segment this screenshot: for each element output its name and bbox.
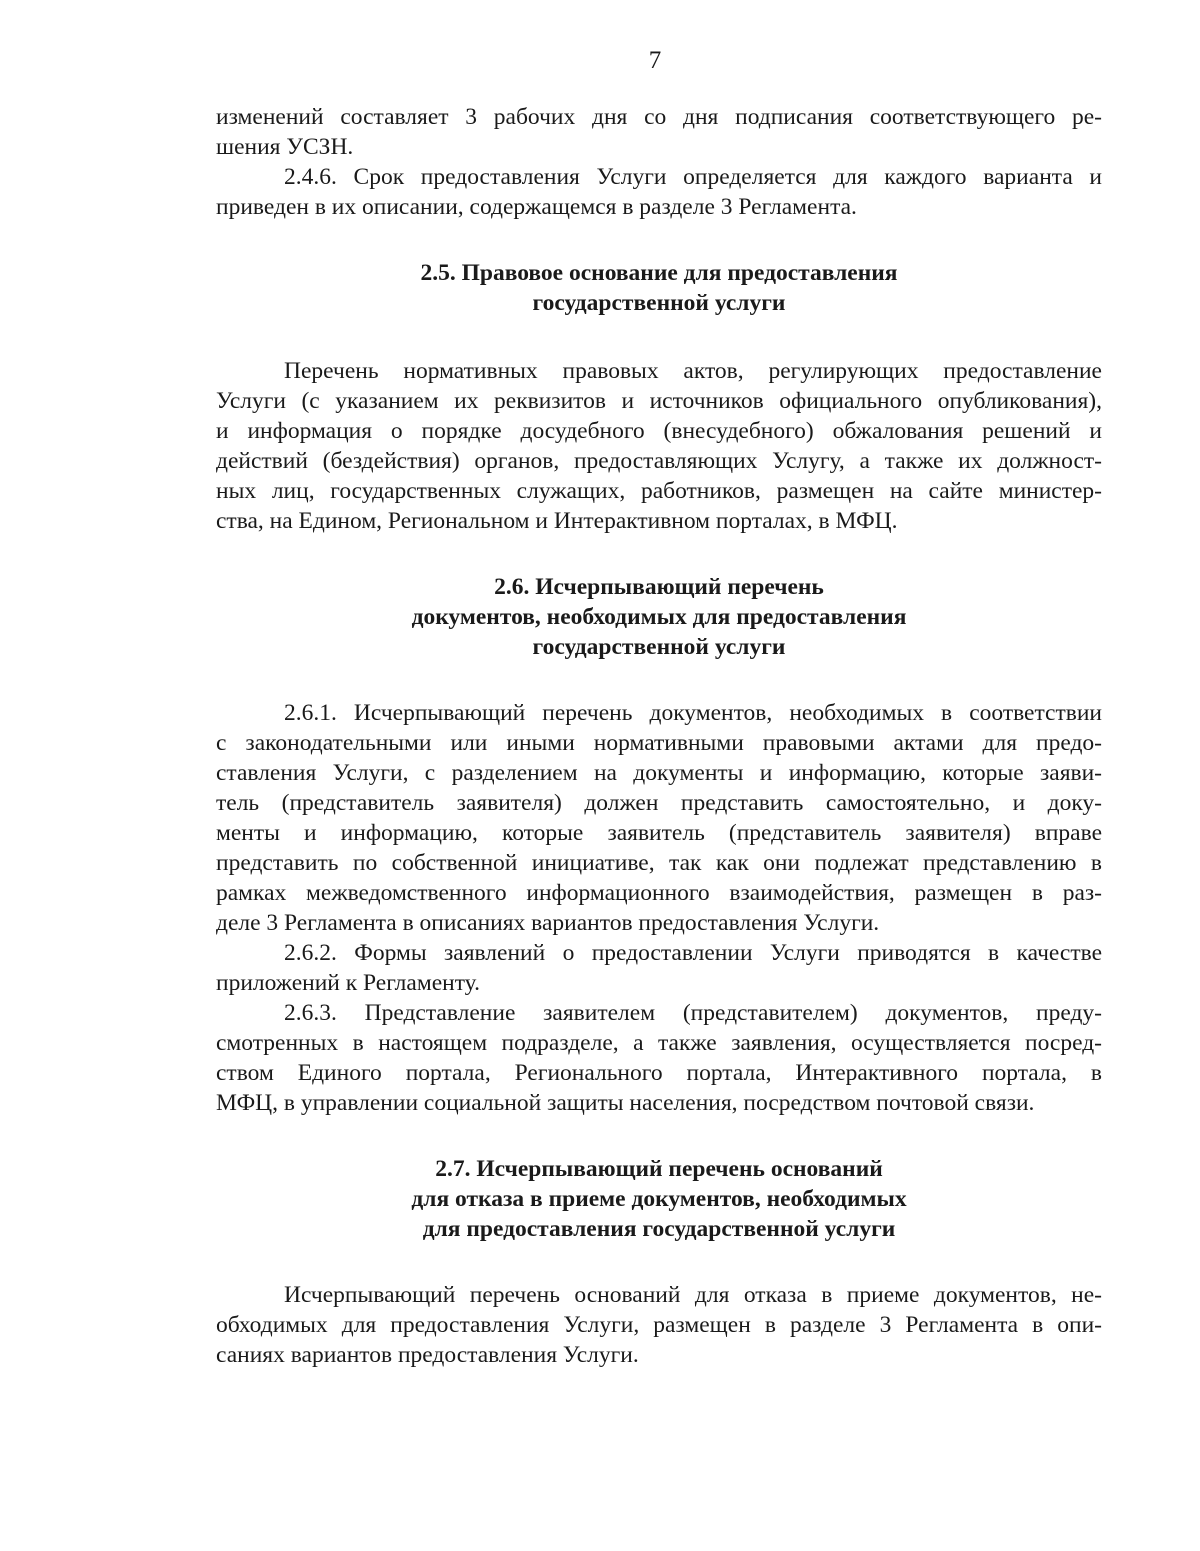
heading-line: для отказа в приеме документов, необходимых [411, 1186, 907, 1212]
heading-line: 2.6. Исчерпывающий перечень [494, 574, 824, 600]
text-line: смотренных в настоящем подразделе, а также заявления, осуществляется посред- [216, 1030, 1102, 1056]
paragraph-2-5 [216, 356, 1102, 536]
heading-line: государственной услуги [532, 634, 786, 660]
text-line: деле 3 Регламента в описаниях вариантов предоставления Услуги. [216, 910, 880, 936]
text-line: Исчерпывающий перечень оснований для отказа в приеме документов, не- [284, 1282, 1102, 1308]
paragraph-2-7 [216, 1280, 1102, 1370]
page-number: 7 [648, 47, 662, 74]
text-line: рамках межведомственного информационного взаимодействия, размещен в раз- [216, 880, 1102, 906]
section-2-5-heading [216, 258, 1102, 318]
text-line: действий (бездействия) органов, предоставляющих Услугу, а также их должност- [216, 448, 1102, 474]
paragraph-2-6-2 [216, 938, 1102, 998]
text-line: менты и информацию, которые заявитель (представитель заявителя) вправе [216, 820, 1102, 846]
text-line: шения УСЗН. [216, 134, 354, 160]
text-line: Услуги (с указанием их реквизитов и источников официального опубликования), [216, 388, 1102, 414]
text-line: изменений составляет 3 рабочих дня со дня подписания соответствующего ре- [216, 104, 1102, 130]
text-line: тель (представитель заявителя) должен представить самостоятельно, и доку- [216, 790, 1102, 816]
text-line: приведен в их описании, содержащемся в разделе 3 Регламента. [216, 194, 857, 220]
text-line: 2.4.6. Срок предоставления Услуги определяется для каждого варианта и [284, 164, 1102, 190]
paragraph-intro-1 [216, 102, 1102, 162]
text-line: ных лиц, государственных служащих, работников, размещен на сайте министер- [216, 478, 1102, 504]
text-line: 2.6.2. Формы заявлений о предоставлении Услуги приводятся в качестве [284, 940, 1102, 966]
document-body [216, 102, 1102, 1370]
paragraph-2-6-1 [216, 698, 1102, 938]
heading-line: документов, необходимых для предоставления [411, 604, 907, 630]
text-line: 2.6.3. Представление заявителем (представителем) документов, преду- [284, 1000, 1102, 1026]
text-line: Перечень нормативных правовых актов, регулирующих предоставление [284, 358, 1102, 384]
text-line: с законодательными или иными нормативными правовыми актами для предо- [216, 730, 1102, 756]
text-line: ставления Услуги, с разделением на документы и информацию, которые заяви- [216, 760, 1102, 786]
heading-line: государственной услуги [532, 290, 786, 316]
heading-line: 2.7. Исчерпывающий перечень оснований [435, 1156, 883, 1182]
text-line: представить по собственной инициативе, так как они подлежат представлению в [216, 850, 1102, 876]
paragraph-2-4-6 [216, 162, 1102, 222]
heading-line: 2.5. Правовое основание для предоставления [420, 260, 898, 286]
text-line: и информация о порядке досудебного (внесудебного) обжалования решений и [216, 418, 1102, 444]
section-2-7-heading [216, 1154, 1102, 1244]
heading-line: для предоставления государственной услуги [422, 1216, 896, 1242]
text-line: МФЦ, в управлении социальной защиты населения, посредством почтовой связи. [216, 1090, 1035, 1116]
text-line: обходимых для предоставления Услуги, размещен в разделе 3 Регламента в опи- [216, 1312, 1102, 1338]
text-line: приложений к Регламенту. [216, 970, 480, 996]
section-2-6-heading [216, 572, 1102, 662]
paragraph-2-6-3 [216, 998, 1102, 1118]
text-line: ства, на Едином, Региональном и Интерактивном порталах, в МФЦ. [216, 508, 898, 534]
text-line: 2.6.1. Исчерпывающий перечень документов, необходимых в соответствии [284, 700, 1102, 726]
text-line: ством Единого портала, Регионального портала, Интерактивного портала, в [216, 1060, 1102, 1086]
text-line: саниях вариантов предоставления Услуги. [216, 1342, 639, 1368]
